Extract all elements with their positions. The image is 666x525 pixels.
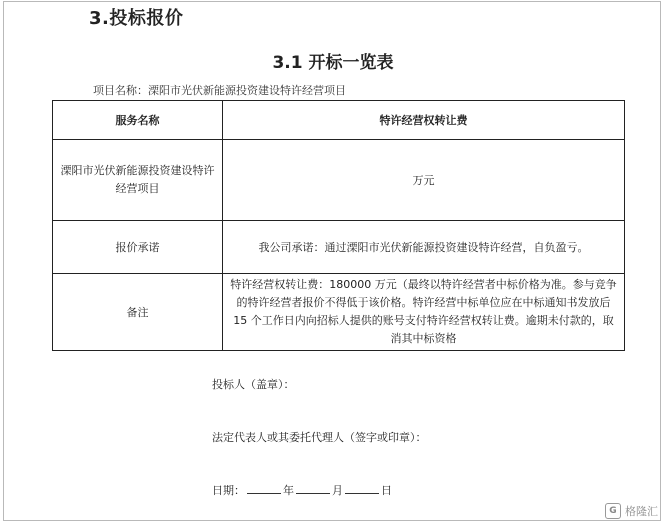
day-label: 日	[381, 484, 392, 497]
date-line	[212, 482, 392, 498]
watermark-logo-icon: G	[605, 503, 621, 519]
header-transfer-fee: 特许经营权转让费	[223, 101, 625, 140]
representative-signature-line: 法定代表人或其委托代理人（签字或印章）：	[212, 431, 427, 444]
table-title: 3.1 开标一览表	[272, 53, 394, 73]
bidder-stamp-line: 投标人（盖章）：	[212, 378, 295, 391]
table-row	[53, 221, 625, 274]
table-row	[53, 274, 625, 351]
watermark-text: 格隆汇	[625, 505, 658, 518]
month-label: 月	[332, 484, 343, 497]
service-name-cell: 溧阳市光伏新能源投资建设特许经营项目	[53, 140, 223, 221]
remarks-label: 备注	[53, 274, 223, 351]
table-row	[53, 140, 625, 221]
bid-summary-table	[52, 100, 625, 351]
remarks-text: 特许经营权转让费：180000 万元（最终以特许经营者中标价格为准。参与竞争的特许经营者报价不得低于该价格。特许经营中标单位应在中标通知书发放后 15 个工作日内向招标人提供的账号支付特许经营权转让费。逾期未付款的，取消其中标资格	[223, 274, 625, 351]
quote-commitment-label: 报价承诺	[53, 221, 223, 274]
section-title: 3.投标报价	[89, 8, 184, 29]
fee-cell: 万元	[223, 140, 625, 221]
watermark	[605, 503, 658, 519]
table-header-row	[53, 101, 625, 140]
header-service-name: 服务名称	[53, 101, 223, 140]
month-blank	[296, 492, 330, 494]
year-blank	[247, 492, 281, 494]
quote-commitment-text: 我公司承诺：通过溧阳市光伏新能源投资建设特许经营，自负盈亏。	[223, 221, 625, 274]
project-name: 项目名称：溧阳市光伏新能源投资建设特许经营项目	[93, 84, 346, 97]
date-label: 日期：	[212, 484, 245, 497]
year-label: 年	[283, 484, 294, 497]
day-blank	[345, 492, 379, 494]
